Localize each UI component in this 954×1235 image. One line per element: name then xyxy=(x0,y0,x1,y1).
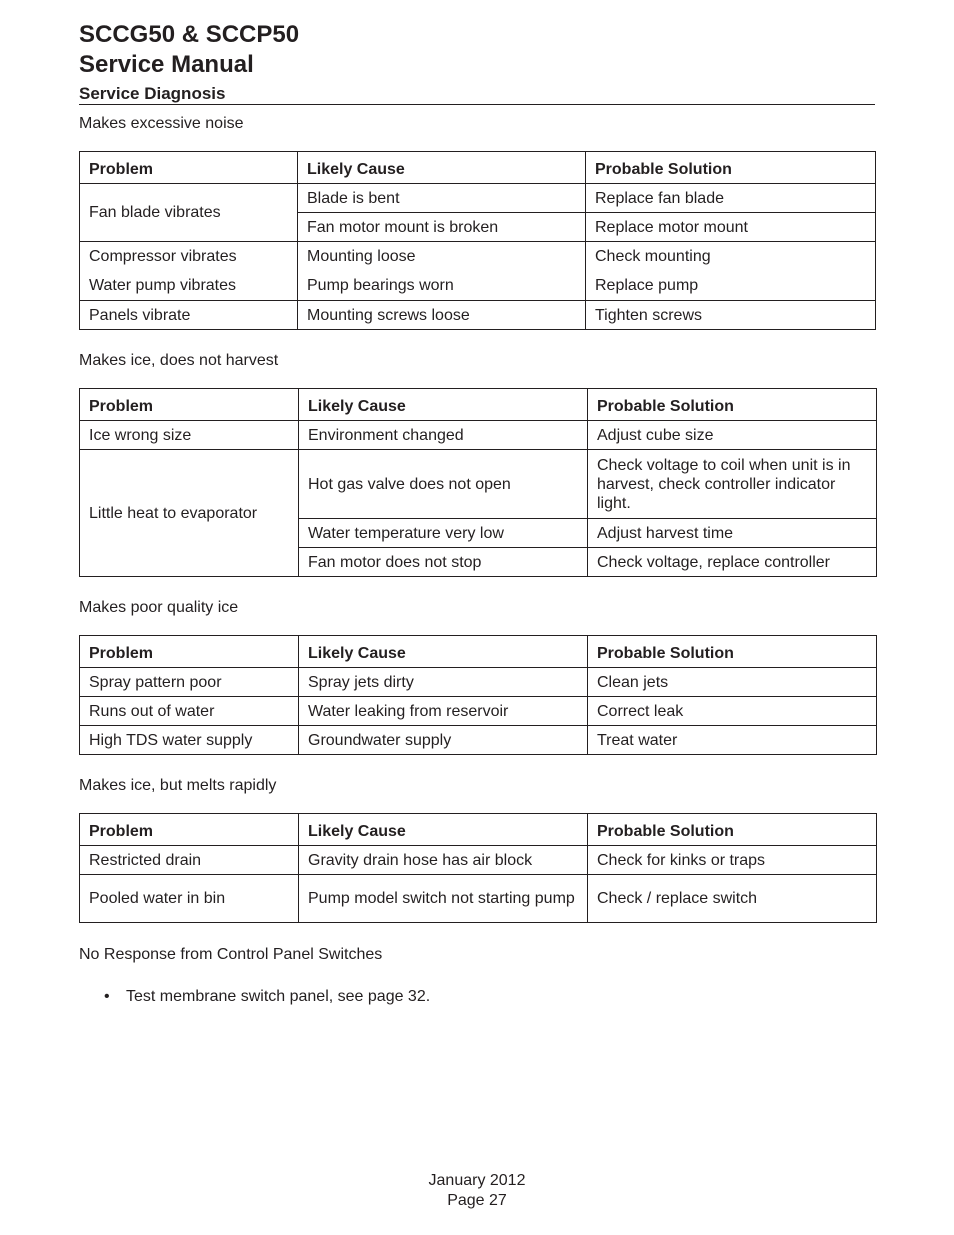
problem-cell: Spray pattern poor xyxy=(80,668,299,697)
column-header-problem: Problem xyxy=(80,814,299,846)
table-row xyxy=(80,421,877,450)
melts-caption: Makes ice, but melts rapidly xyxy=(79,777,277,794)
title-line-2: Service Manual xyxy=(79,51,254,78)
cause-cell: Water leaking from reservoir xyxy=(299,697,588,726)
solution-cell: Check voltage, replace controller xyxy=(588,548,877,577)
table-row xyxy=(80,271,876,301)
table-header-row xyxy=(80,152,876,184)
document-title xyxy=(79,20,299,80)
column-header-cause: Likely Cause xyxy=(299,636,588,668)
melts-table xyxy=(79,813,877,923)
problem-cell: Pooled water in bin xyxy=(80,875,299,923)
cause-cell: Mounting screws loose xyxy=(298,301,586,330)
cause-cell: Hot gas valve does not open xyxy=(299,450,588,519)
cause-cell: Fan motor mount is broken xyxy=(298,213,586,242)
solution-cell: Tighten screws xyxy=(586,301,876,330)
table-row xyxy=(80,726,877,755)
column-header-solution: Probable Solution xyxy=(588,814,877,846)
poor-quality-table xyxy=(79,635,877,755)
cause-cell: Spray jets dirty xyxy=(299,668,588,697)
cause-cell: Groundwater supply xyxy=(299,726,588,755)
section-title: Service Diagnosis xyxy=(79,84,875,105)
problem-cell: Little heat to evaporator xyxy=(80,450,299,577)
problem-cell: Ice wrong size xyxy=(80,421,299,450)
problem-cell: Panels vibrate xyxy=(80,301,298,330)
table-header-row xyxy=(80,636,877,668)
bullet-text: Test membrane switch panel, see page 32. xyxy=(126,988,431,1005)
column-header-solution: Probable Solution xyxy=(586,152,876,184)
solution-cell: Treat water xyxy=(588,726,877,755)
solution-cell: Check voltage to coil when unit is in harvest, check controller indicator light. xyxy=(588,450,877,519)
table-row xyxy=(80,184,876,213)
footer-date: January 2012 xyxy=(428,1172,526,1189)
table-row xyxy=(80,450,877,519)
cause-cell: Blade is bent xyxy=(298,184,586,213)
column-header-solution: Probable Solution xyxy=(588,636,877,668)
cause-cell: Fan motor does not stop xyxy=(299,548,588,577)
footer-page-number: Page 27 xyxy=(447,1192,507,1209)
column-header-solution: Probable Solution xyxy=(588,389,877,421)
noise-table xyxy=(79,151,876,330)
problem-cell: High TDS water supply xyxy=(80,726,299,755)
problem-cell: Compressor vibrates xyxy=(80,242,298,272)
solution-cell: Correct leak xyxy=(588,697,877,726)
table-row xyxy=(80,668,877,697)
column-header-problem: Problem xyxy=(80,152,298,184)
poor-quality-caption: Makes poor quality ice xyxy=(79,599,239,616)
bullet-symbol: • xyxy=(104,988,110,1005)
solution-cell: Replace pump xyxy=(586,271,876,301)
solution-cell: Replace motor mount xyxy=(586,213,876,242)
cause-cell: Water temperature very low xyxy=(299,519,588,548)
problem-cell: Fan blade vibrates xyxy=(80,184,298,242)
problem-cell: Runs out of water xyxy=(80,697,299,726)
cause-cell: Pump bearings worn xyxy=(298,271,586,301)
column-header-problem: Problem xyxy=(80,389,299,421)
solution-cell: Clean jets xyxy=(588,668,877,697)
table-row xyxy=(80,697,877,726)
table-header-row xyxy=(80,389,877,421)
table-row xyxy=(80,875,877,923)
no-harvest-table xyxy=(79,388,877,577)
solution-cell: Adjust harvest time xyxy=(588,519,877,548)
column-header-cause: Likely Cause xyxy=(298,152,586,184)
table-row xyxy=(80,301,876,330)
column-header-problem: Problem xyxy=(80,636,299,668)
control-panel-caption: No Response from Control Panel Switches xyxy=(79,946,383,963)
solution-cell: Check for kinks or traps xyxy=(588,846,877,875)
solution-cell: Replace fan blade xyxy=(586,184,876,213)
table-row xyxy=(80,242,876,272)
column-header-cause: Likely Cause xyxy=(299,814,588,846)
table-header-row xyxy=(80,814,877,846)
cause-cell: Environment changed xyxy=(299,421,588,450)
solution-cell: Adjust cube size xyxy=(588,421,877,450)
cause-cell: Mounting loose xyxy=(298,242,586,272)
cause-cell: Pump model switch not starting pump xyxy=(299,875,588,923)
solution-cell: Check / replace switch xyxy=(588,875,877,923)
column-header-cause: Likely Cause xyxy=(299,389,588,421)
cause-cell: Gravity drain hose has air block xyxy=(299,846,588,875)
solution-cell: Check mounting xyxy=(586,242,876,272)
table-row xyxy=(80,846,877,875)
bullet-item xyxy=(104,987,430,1007)
noise-caption: Makes excessive noise xyxy=(79,115,244,132)
problem-cell: Water pump vibrates xyxy=(80,271,298,301)
no-harvest-caption: Makes ice, does not harvest xyxy=(79,352,279,369)
problem-cell: Restricted drain xyxy=(80,846,299,875)
title-line-1: SCCG50 & SCCP50 xyxy=(79,21,300,48)
